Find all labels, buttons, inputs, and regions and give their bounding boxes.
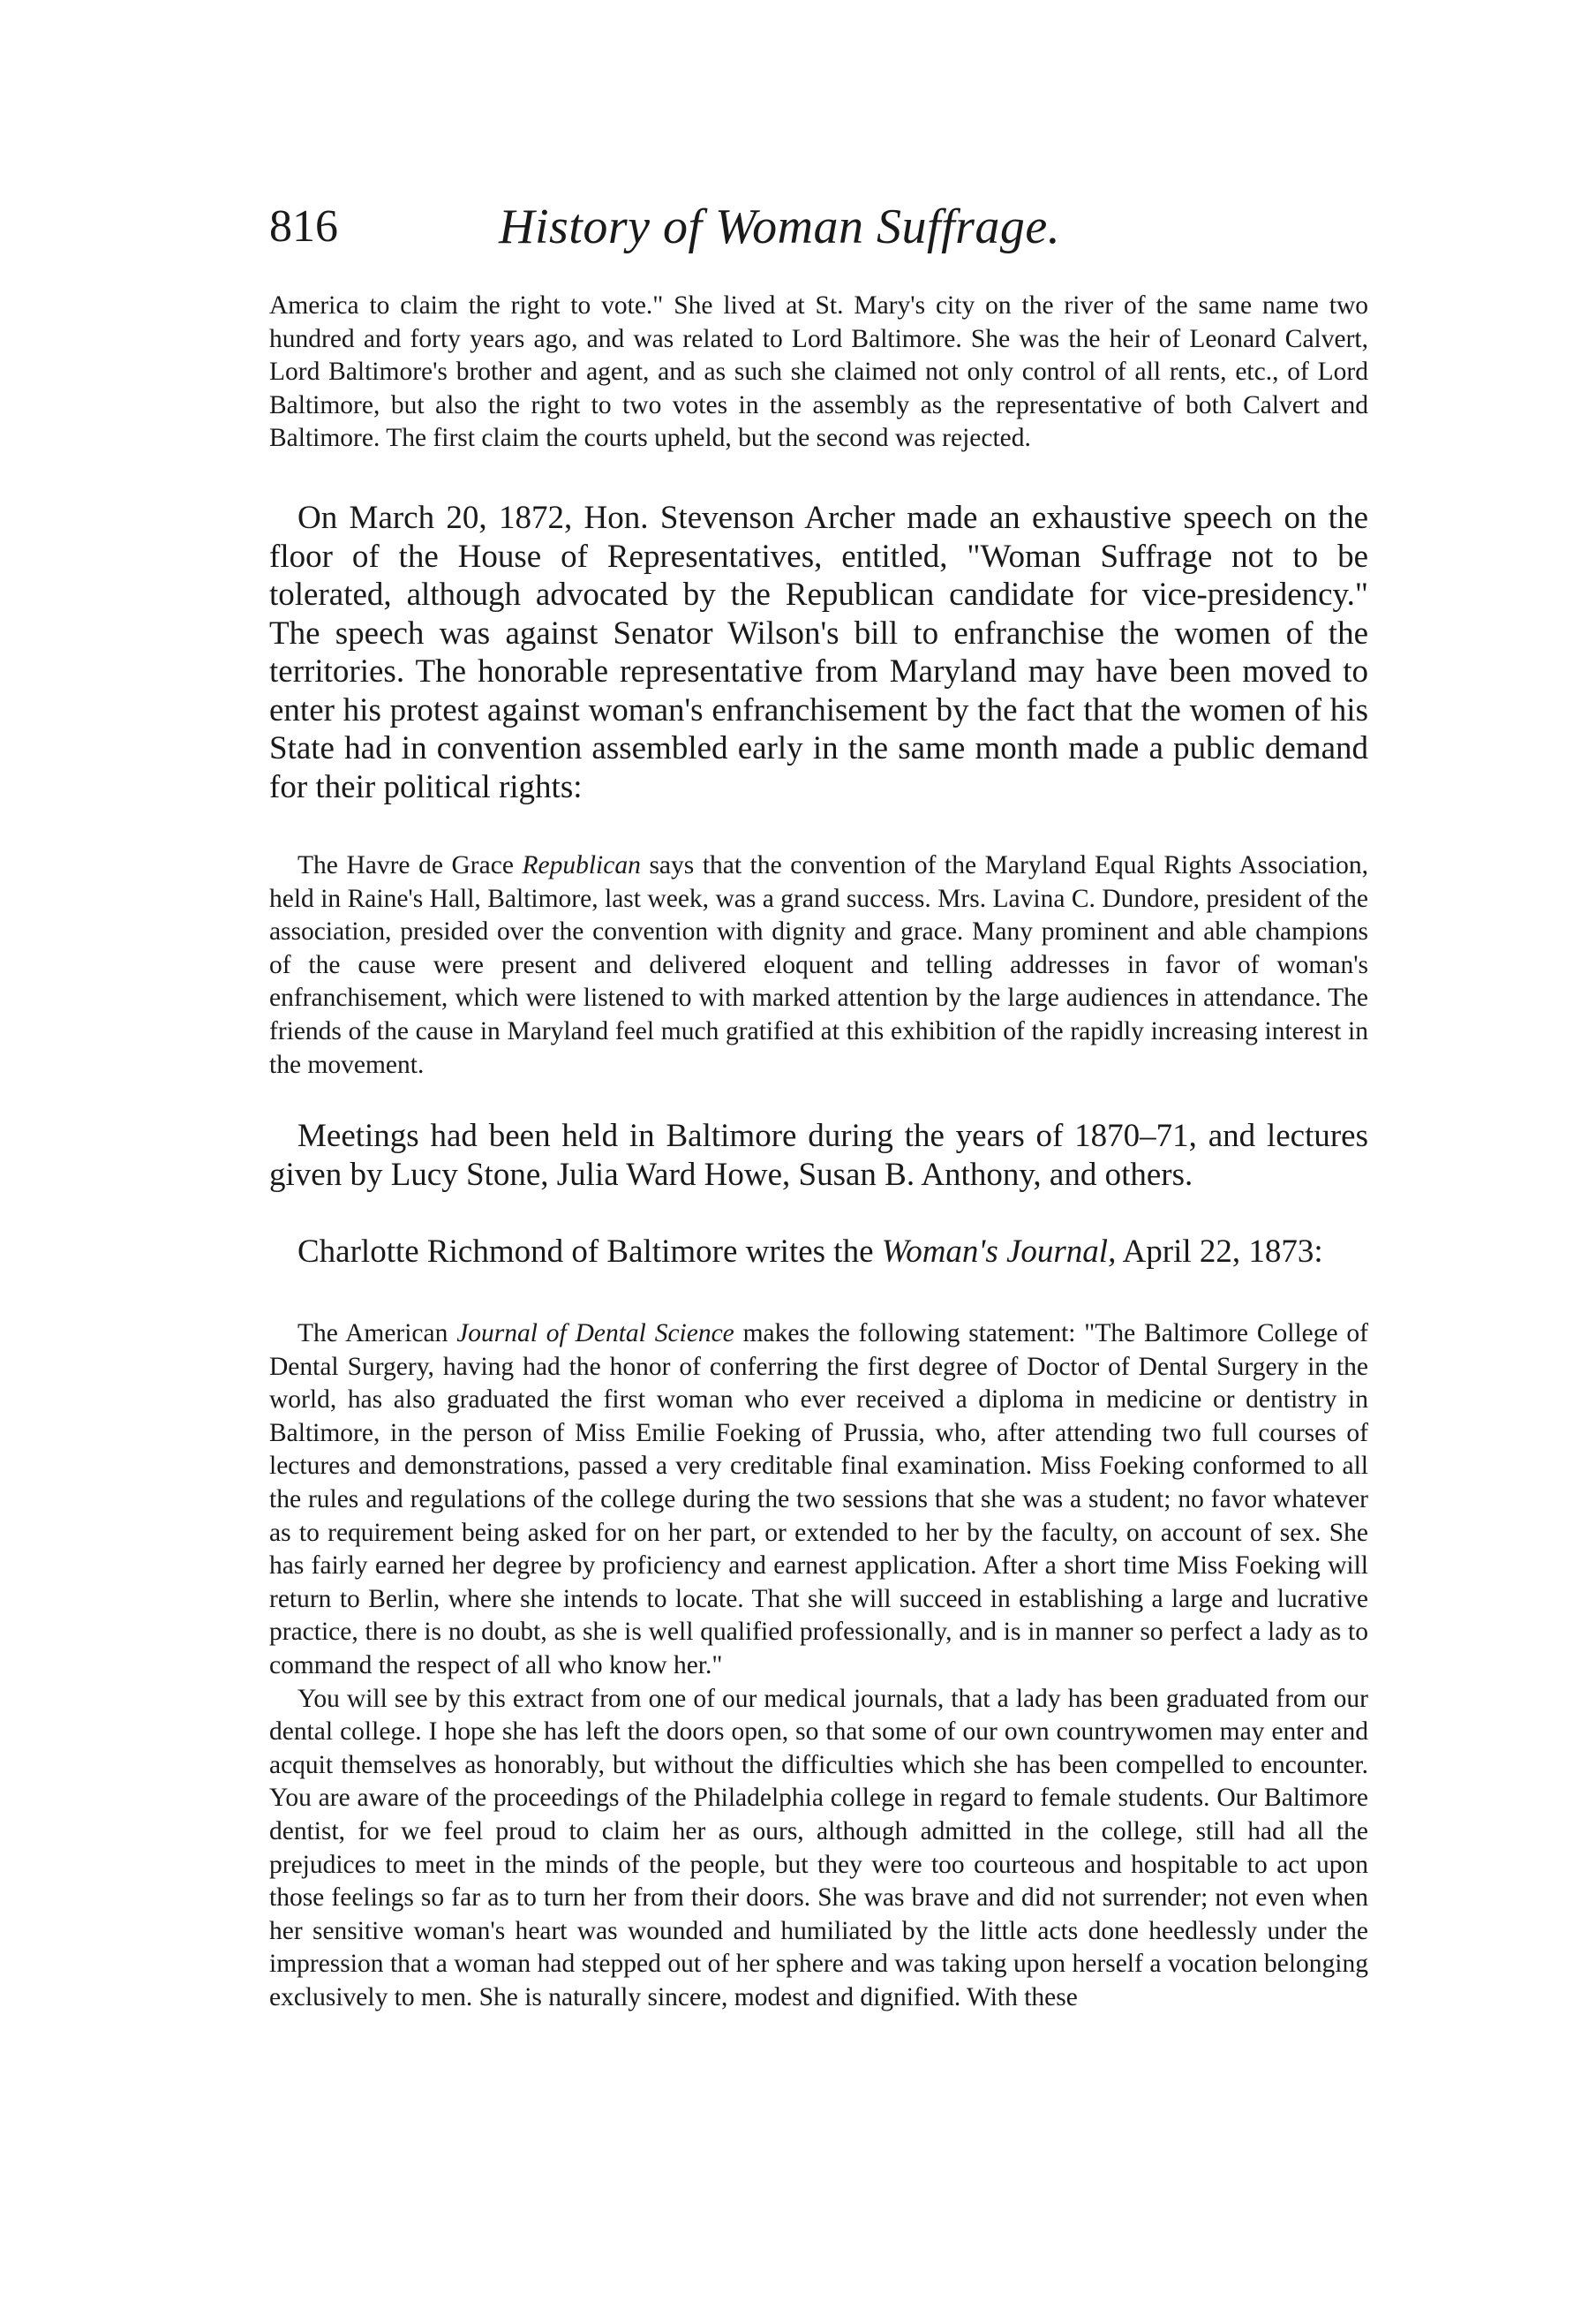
page-header: [269, 196, 1373, 267]
paragraph-5: [269, 1233, 1368, 1271]
page-number: 816: [269, 201, 338, 252]
paragraph-archer-speech: [269, 499, 1368, 806]
p5-publication: Woman's Journal,: [881, 1234, 1117, 1270]
quote-havre-de-grace: [269, 849, 1368, 1082]
p6-text-a: The American: [297, 1319, 457, 1347]
quote-dental-journal: [269, 1317, 1368, 2014]
paragraph-6: [269, 1317, 1368, 1683]
p3-publication: Republican: [522, 851, 641, 879]
p5-text-b: April 22, 1873:: [1116, 1234, 1323, 1270]
p6-publication: Journal of Dental Science: [456, 1319, 734, 1347]
p6-text-b: makes the following statement: "The Baltimore College of Dental Surgery, having had the honor of conferring the first degree of Doctor of Dental Surgery in the world, has also graduated the first woman who ever received a diploma in medicine or dentistry in Baltimore, in the person of Miss Emilie Foeking of Prussia, who, after attending two full courses of lectures and demonstrations, passed a very creditable final examination. Miss Foeking conformed to all the rules and regulations of the college during the two sessions that she was a student; no favor whatever as to requirement being asked for on her part, or extended to her by the faculty, on account of sex. She has fairly earned her degree by proficiency and earnest application. After a short time Miss Foeking will return to Berlin, where she intends to locate. That she will succeed in establishing a large and lucrative practice, there is no doubt, as she is well qualified professionally, and is in manner so perfect a lady as to command the respect of all who know her.": [269, 1319, 1368, 1679]
paragraph-7: You will see by this extract from one of our medical journals, that a lady has been graduated from our dental college. I hope she has left the doors open, so that some of our own countrywomen may enter and acquit themselves as honorably, but without the difficulties which she has been compelled to encounter. You are aware of the proceedings of the Philadelphia college in regard to female students. Our Baltimore dentist, for we feel proud to claim her as ours, although admitted in the college, still had all the prejudices to meet in the minds of the people, but they were too courteous and hospitable to act upon those feelings so far as to turn her from their doors. She was brave and did not surrender; not even when her sensitive woman's heart was wounded and humiliated by the little acts done heedlessly under the impression that a woman had stepped out of her sphere and was taking upon herself a vocation belonging exclusively to men. She is naturally sincere, modest and dignified. With these: [269, 1684, 1368, 2011]
paragraph-2: On March 20, 1872, Hon. Stevenson Archer made an exhaustive speech on the floor of the House of Representatives, entitled, "Woman Suffrage not to be tolerated, although advocated by the Republican candidate for vice-presidency." The speech was against Senator Wilson's bill to enfranchise the women of the territories. The honorable representative from Maryland may have been moved to enter his protest against woman's enfranchisement by the fact that the women of his State had in convention assembled early in the same month made a public demand for their political rights:: [269, 500, 1368, 805]
paragraph-meetings: [269, 1117, 1368, 1194]
paragraph-4: Meetings had been held in Baltimore during the years of 1870–71, and lectures given by Lucy Stone, Julia Ward Howe, Susan B. Anthony, and others.: [269, 1118, 1368, 1193]
p5-text-a: Charlotte Richmond of Baltimore writes the: [297, 1234, 882, 1270]
paragraph-1: America to claim the right to vote." She lived at St. Mary's city on the river of the same name two hundred and forty years ago, and was related to Lord Baltimore. She was the heir of Leonard Calvert, Lord Baltimore's brother and agent, and as such she claimed not only control of all rents, etc., of Lord Baltimore, but also the right to two votes in the assembly as the representative of both Calvert and Baltimore. The first claim the courts upheld, but the second was rejected.: [269, 291, 1368, 453]
p3-text-a: The Havre de Grace: [297, 851, 523, 879]
paragraph-richmond: [269, 1233, 1368, 1271]
paragraph-3: [269, 849, 1368, 1082]
running-title: History of Woman Suffrage.: [499, 200, 1061, 254]
paragraph-continuation: [269, 290, 1368, 456]
p3-text-b: says that the convention of the Maryland Equal Rights Association, held in Raine's Hall, Baltimore, last week, was a grand success. Mrs. Lavina C. Dundore, president of the association, presided over the convention with dignity and grace. Many prominent and able champions of the cause were present and delivered eloquent and telling addresses in favor of woman's enfranchisement, which were listened to with marked attention by the large audiences in attendance. The friends of the cause in Maryland feel much gratified at this exhibition of the rapidly increasing interest in the movement.: [269, 851, 1368, 1079]
